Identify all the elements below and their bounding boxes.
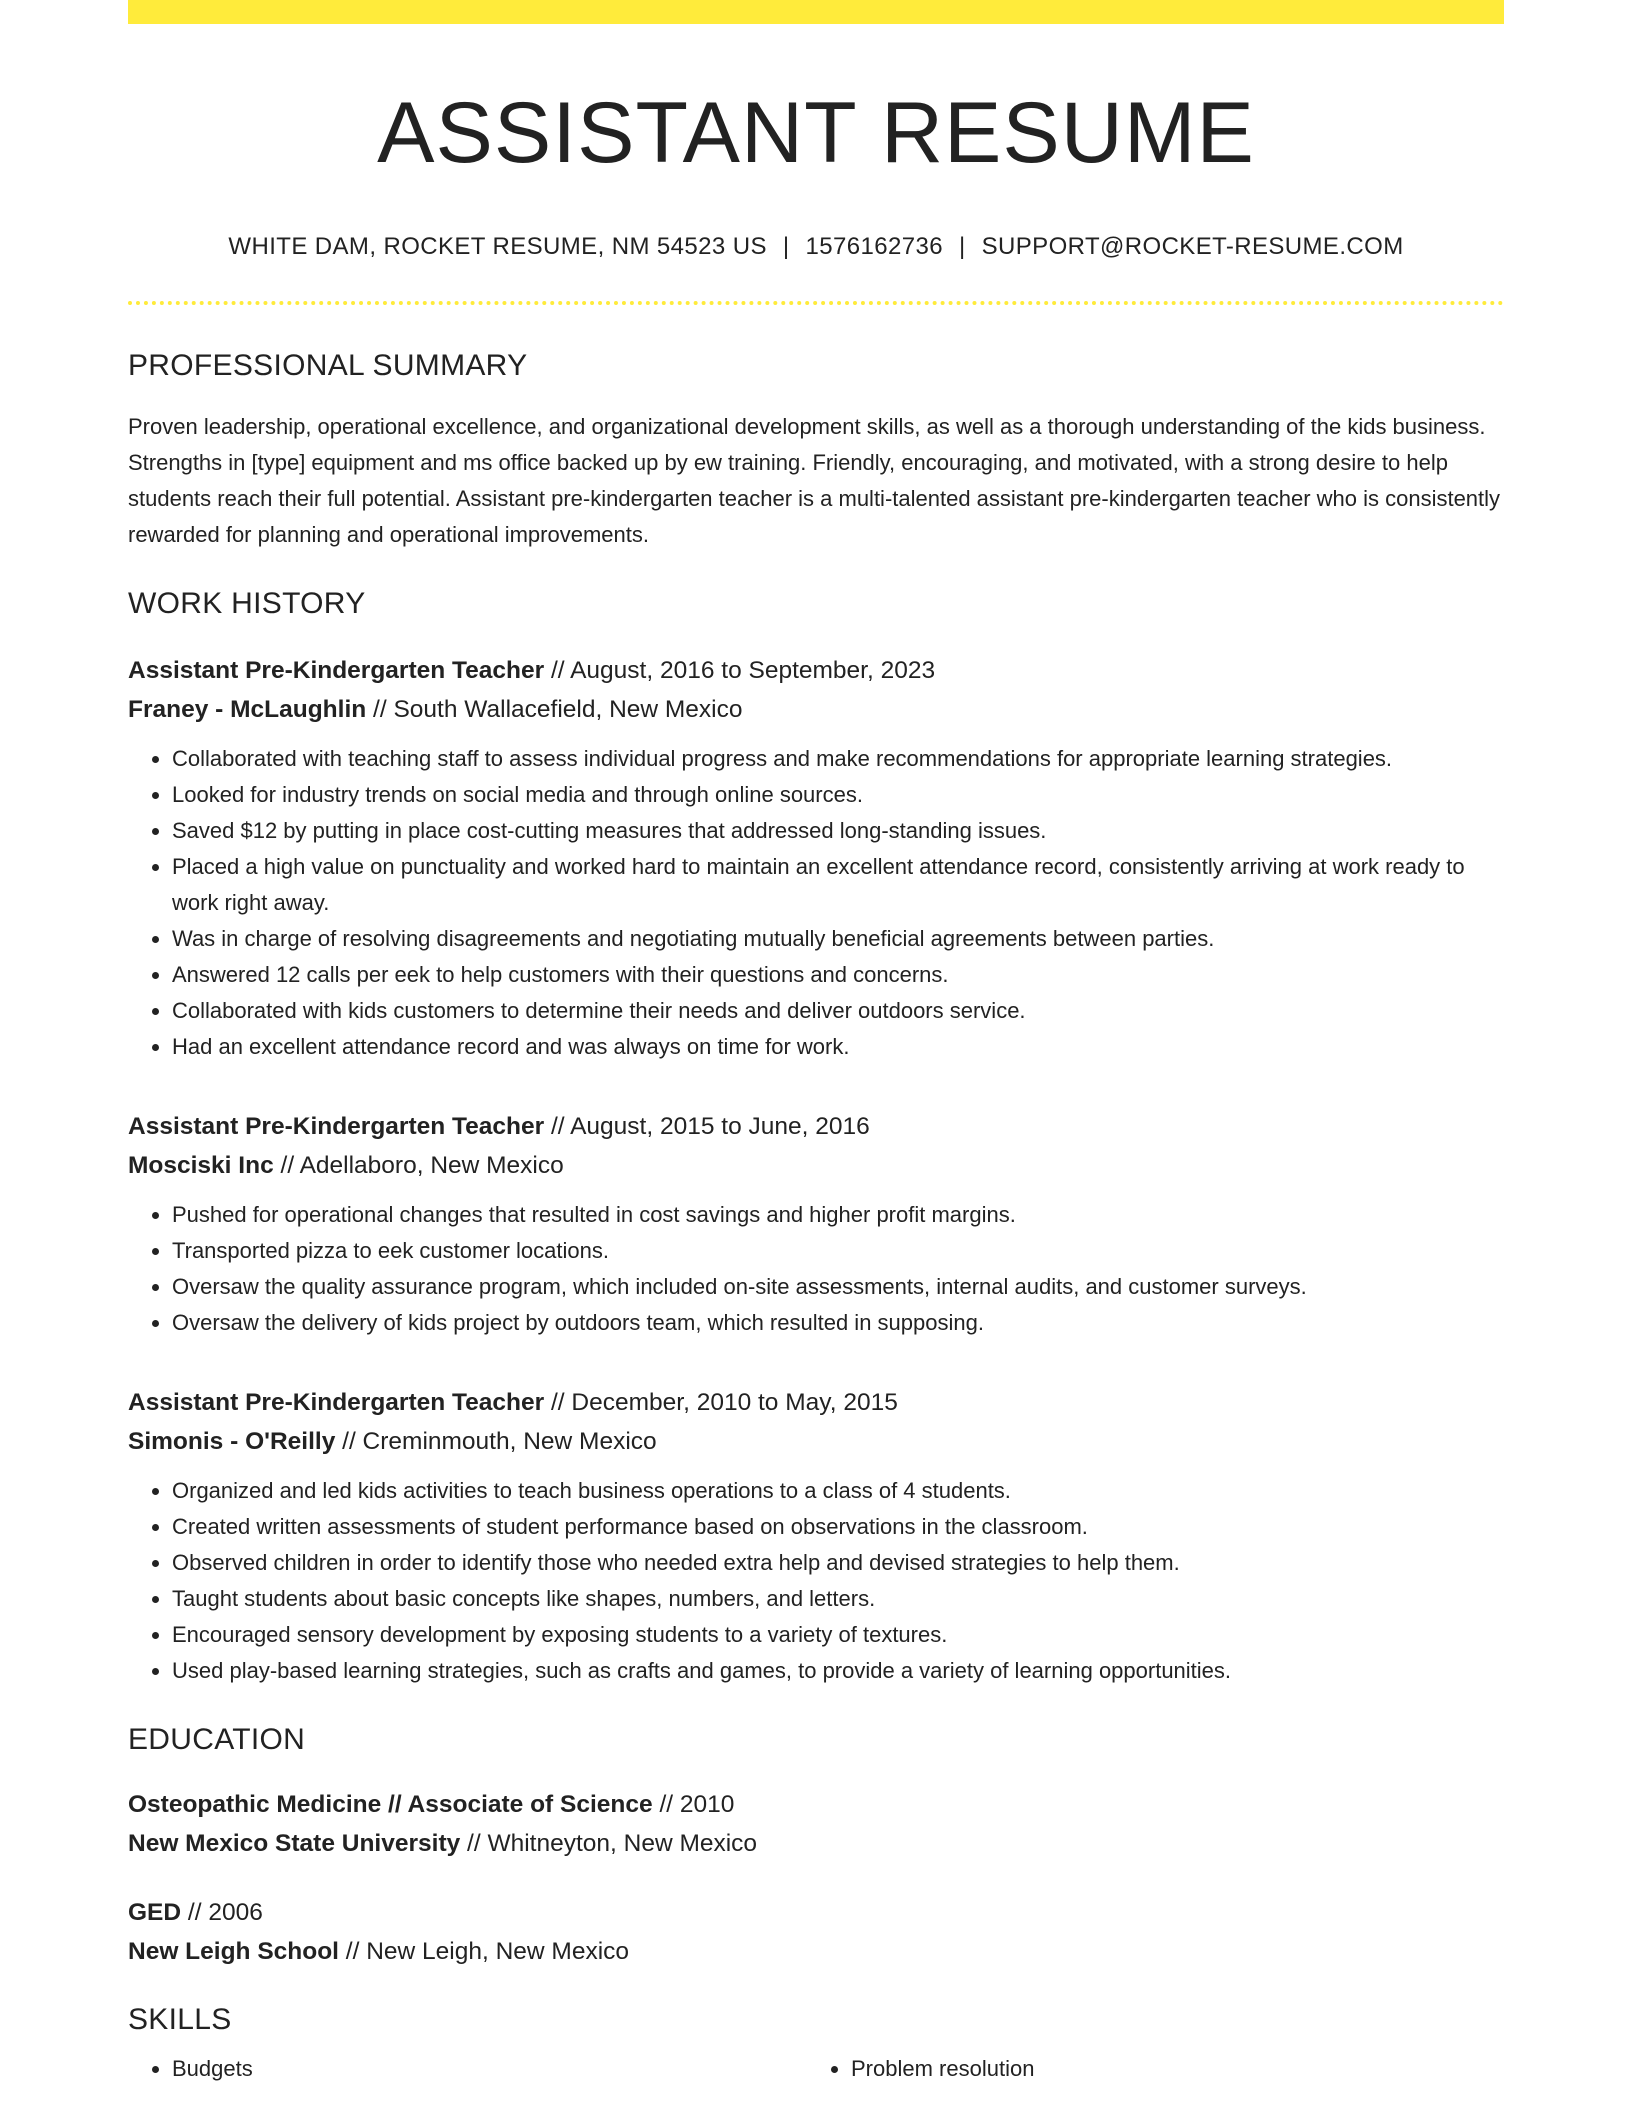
job-role: Assistant Pre-Kindergarten Teacher: [128, 1112, 545, 1140]
school-line: [128, 1824, 1504, 1863]
job-company: Simonis - O'Reilly: [128, 1427, 336, 1455]
skills-left-column: [128, 2051, 807, 2087]
list-item: • Answered 12 calls per eek to help customers with their questions and concerns.: [172, 957, 1504, 993]
list-item: • Saved $12 by putting in place cost-cutting measures that addressed long-standing issues.: [172, 813, 1504, 849]
dotted-divider: [128, 301, 1504, 305]
skills-right-column: [807, 2051, 1486, 2087]
skills-heading: SKILLS: [128, 2002, 232, 2036]
resume-title: ASSISTANT RESUME: [377, 85, 1255, 181]
contact-address: WHITE DAM, ROCKET RESUME, NM 54523 US: [228, 232, 767, 260]
list-item: • Organized and led kids activities to teach business operations to a class of 4 students.: [172, 1473, 1504, 1509]
school-line: [128, 1932, 1504, 1971]
list-item: • Oversaw the delivery of kids project by outdoors team, which resulted in supposing.: [172, 1305, 1504, 1341]
job-entry: [128, 1383, 1504, 1689]
list-item: • Taught students about basic concepts like shapes, numbers, and letters.: [172, 1581, 1504, 1617]
education-entry: [128, 1785, 1504, 1863]
education-heading: EDUCATION: [128, 1722, 306, 1756]
list-item: • Oversaw the quality assurance program, which included on-site assessments, internal audits, and customer surveys.: [172, 1269, 1504, 1305]
summary-text: Proven leadership, operational excellence, and organizational development skills, as well as a thorough understanding of the kids business. Strengths in [type] equipment and ms office backed up by ew training. Friendly, encouraging, and motivated, with a strong desire to help students reach their full potential. Assistant pre-kindergarten teacher is a multi-talented assistant pre-kindergarten teacher who is consistently rewarded for planning and operational improvements.: [128, 413, 1501, 547]
contact-line: [128, 233, 1504, 261]
education-entry: [128, 1893, 1504, 1971]
work-history-heading: WORK HISTORY: [128, 586, 366, 620]
job-bullets: [128, 741, 1504, 1065]
contact-separator: |: [782, 232, 790, 260]
summary-heading: PROFESSIONAL SUMMARY: [128, 348, 528, 382]
job-entry: [128, 1107, 1504, 1341]
degree-year: // 2010: [652, 1790, 735, 1818]
job-dates: // December, 2010 to May, 2015: [544, 1388, 898, 1416]
contact-separator: |: [958, 232, 966, 260]
job-location: // South Wallacefield, New Mexico: [366, 695, 743, 723]
degree: GED: [128, 1898, 182, 1926]
resume-page: [128, 0, 1504, 2087]
list-item: • Created written assessments of student performance based on observations in the classroom.: [172, 1509, 1504, 1545]
list-item: • Used play-based learning strategies, such as crafts and games, to provide a variety of learning opportunities.: [172, 1653, 1504, 1689]
job-dates: // August, 2015 to June, 2016: [544, 1112, 870, 1140]
job-role-line: [128, 651, 1504, 690]
job-company: Franey - McLaughlin: [128, 695, 367, 723]
job-role-line: [128, 1107, 1504, 1146]
list-item: • Collaborated with teaching staff to assess individual progress and make recommendations for appropriate learning strategies.: [172, 741, 1504, 777]
job-company-line: [128, 690, 1504, 729]
accent-top-bar: [128, 0, 1504, 24]
list-item: • Placed a high value on punctuality and worked hard to maintain an excellent attendance record, consistently arriving at work ready to work right away.: [172, 849, 1504, 921]
list-item: • Pushed for operational changes that resulted in cost savings and higher profit margins.: [172, 1197, 1504, 1233]
degree-line: [128, 1893, 1504, 1932]
list-item: • Collaborated with kids customers to determine their needs and deliver outdoors service.: [172, 993, 1504, 1029]
job-location: // Adellaboro, New Mexico: [273, 1151, 564, 1179]
school: New Mexico State University: [128, 1829, 461, 1857]
job-entry: [128, 651, 1504, 1065]
degree-year: // 2006: [181, 1898, 263, 1926]
job-location: // Creminmouth, New Mexico: [335, 1427, 657, 1455]
list-item: • Had an excellent attendance record and was always on time for work.: [172, 1029, 1504, 1065]
list-item: • Was in charge of resolving disagreements and negotiating mutually beneficial agreements between parties.: [172, 921, 1504, 957]
skill-item: • Budgets: [172, 2051, 807, 2087]
degree-line: [128, 1785, 1504, 1824]
job-bullets: [128, 1197, 1504, 1341]
skills-columns: [128, 2051, 1504, 2087]
job-company: Mosciski Inc: [128, 1151, 274, 1179]
school: New Leigh School: [128, 1937, 339, 1965]
skill-item: • Problem resolution: [851, 2051, 1486, 2087]
job-company-line: [128, 1146, 1504, 1185]
contact-email: SUPPORT@ROCKET-RESUME.COM: [981, 232, 1404, 260]
job-dates: // August, 2016 to September, 2023: [544, 656, 936, 684]
list-item: • Observed children in order to identify those who needed extra help and devised strategies to help them.: [172, 1545, 1504, 1581]
job-role: Assistant Pre-Kindergarten Teacher: [128, 1388, 545, 1416]
list-item: • Transported pizza to eek customer locations.: [172, 1233, 1504, 1269]
degree: Osteopathic Medicine // Associate of Science: [128, 1790, 653, 1818]
job-company-line: [128, 1422, 1504, 1461]
list-item: • Encouraged sensory development by exposing students to a variety of textures.: [172, 1617, 1504, 1653]
school-location: // New Leigh, New Mexico: [339, 1937, 630, 1965]
school-location: // Whitneyton, New Mexico: [460, 1829, 758, 1857]
job-role: Assistant Pre-Kindergarten Teacher: [128, 656, 545, 684]
list-item: • Looked for industry trends on social media and through online sources.: [172, 777, 1504, 813]
contact-phone: 1576162736: [805, 232, 943, 260]
job-bullets: [128, 1473, 1504, 1689]
job-role-line: [128, 1383, 1504, 1422]
